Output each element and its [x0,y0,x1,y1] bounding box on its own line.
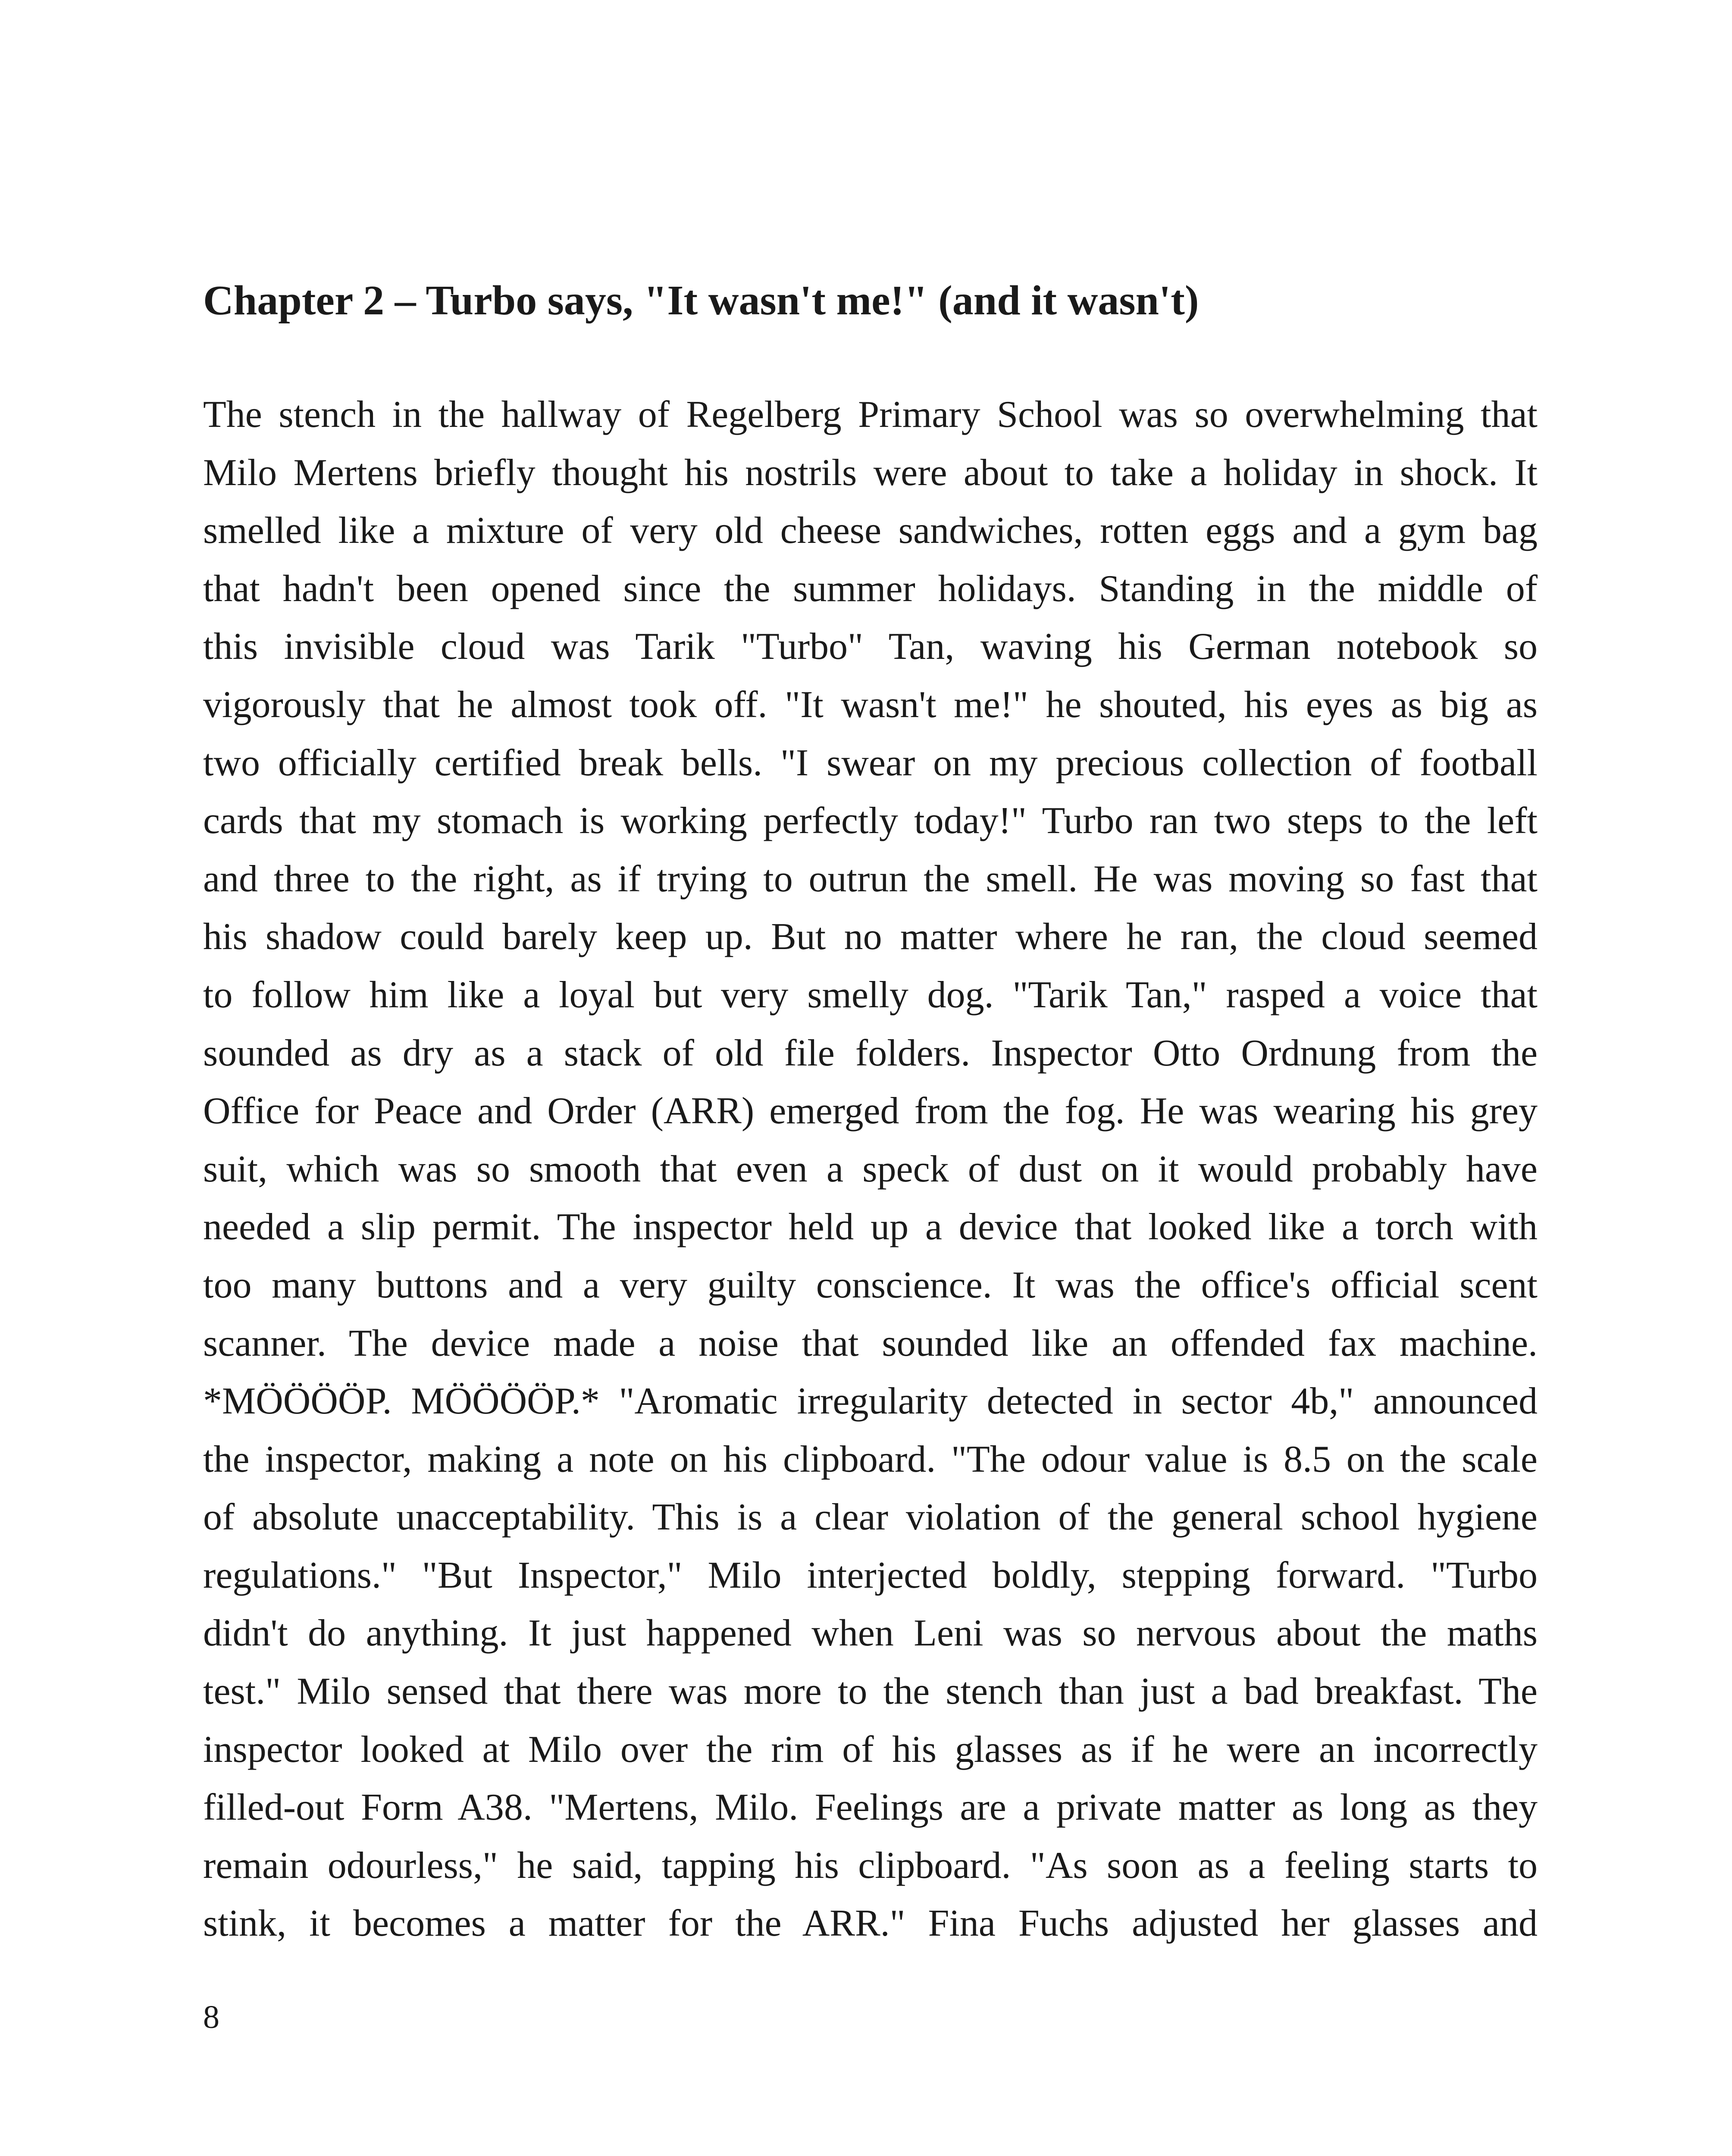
chapter-title: Chapter 2 – Turbo says, "It wasn't me!" (and it wasn't) [203,277,1199,324]
text-line: inspector looked at Milo over the rim of his glasses as if he were an incorrectly [203,1728,1538,1771]
text-line: that hadn't been opened since the summer holidays. Standing in the middle of [203,567,1538,610]
text-line: didn't do anything. It just happened when Leni was so nervous about the maths [203,1612,1538,1655]
text-line: sounded as dry as a stack of old file folders. Inspector Otto Ordnung from the [203,1032,1538,1074]
text-line: to follow him like a loyal but very smelly dog. "Tarik Tan," rasped a voice that [203,974,1538,1016]
text-line: two officially certified break bells. "I swear on my precious collection of football [203,742,1538,784]
text-line: *MÖÖÖÖP. MÖÖÖÖP.* "Aromatic irregularity detected in sector 4b," announced [203,1380,1538,1423]
text-line: suit, which was so smooth that even a speck of dust on it would probably have [203,1148,1538,1190]
text-line: scanner. The device made a noise that sounded like an offended fax machine. [203,1322,1538,1364]
text-line: of absolute unacceptability. This is a clear violation of the general school hygiene [203,1496,1538,1539]
page-number: 8 [203,1999,219,2035]
text-line: filled-out Form A38. "Mertens, Milo. Feelings are a private matter as long as they [203,1786,1538,1829]
text-line: too many buttons and a very guilty conscience. It was the office's official scent [203,1264,1538,1306]
text-line: smelled like a mixture of very old cheese sandwiches, rotten eggs and a gym bag [203,510,1538,552]
text-line: cards that my stomach is working perfectly today!" Turbo ran two steps to the left [203,800,1538,842]
text-line: this invisible cloud was Tarik "Turbo" Tan, waving his German notebook so [203,626,1538,668]
text-line: stink, it becomes a matter for the ARR." Fina Fuchs adjusted her glasses and [203,1902,1538,1945]
text-line: Milo Mertens briefly thought his nostrils were about to take a holiday in shock. It [203,451,1538,494]
text-line: regulations." "But Inspector," Milo interjected boldly, stepping forward. "Turbo [203,1554,1538,1596]
text-line: test." Milo sensed that there was more to the stench than just a bad breakfast. The [203,1670,1538,1713]
body-paragraph [203,386,1538,1953]
text-line: The stench in the hallway of Regelberg Primary School was so overwhelming that [203,394,1538,436]
text-line: remain odourless," he said, tapping his clipboard. "As soon as a feeling starts to [203,1844,1538,1887]
text-line: Office for Peace and Order (ARR) emerged from the fog. He was wearing his grey [203,1090,1538,1132]
text-line: and three to the right, as if trying to outrun the smell. He was moving so fast that [203,858,1538,900]
text-line: his shadow could barely keep up. But no matter where he ran, the cloud seemed [203,916,1538,958]
text-line: vigorously that he almost took off. "It wasn't me!" he shouted, his eyes as big as [203,683,1538,726]
text-line: needed a slip permit. The inspector held up a device that looked like a torch with [203,1206,1538,1248]
text-line: the inspector, making a note on his clipboard. "The odour value is 8.5 on the scale [203,1438,1538,1480]
